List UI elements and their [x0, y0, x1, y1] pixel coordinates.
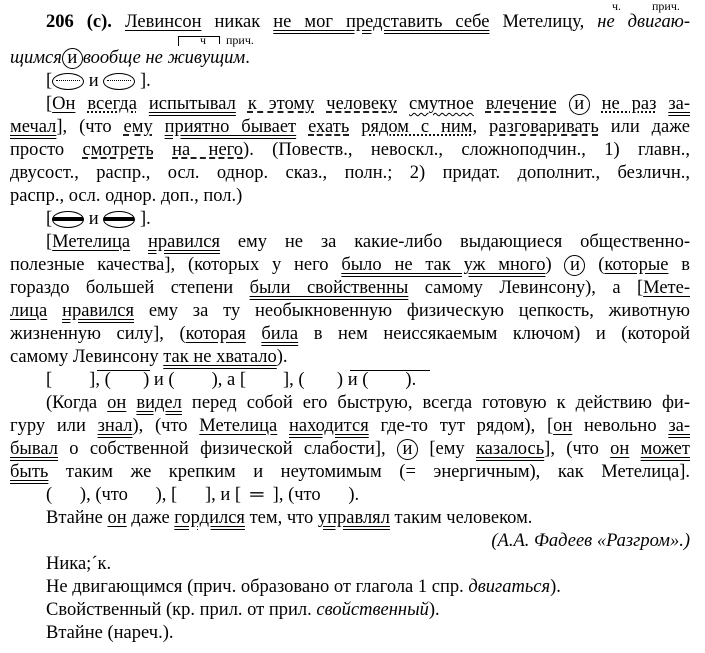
text-segment — [590, 94, 602, 114]
text-segment — [397, 94, 409, 114]
text-segment — [154, 140, 172, 160]
text-segment: вообще не живущим — [82, 48, 246, 68]
text-segment: [ — [46, 94, 53, 114]
text-segment: ( ), (что ), [ ], и [ ═ ], (что ). — [46, 485, 360, 505]
text-segment: свойственный — [316, 600, 429, 620]
text-segment: таким человеком. — [389, 508, 533, 528]
circled-conjunction: и — [569, 94, 590, 115]
circled-conjunction: и — [397, 439, 418, 460]
scheme-oval-icon — [52, 211, 84, 228]
text-segment: Ника;´к. — [46, 554, 112, 574]
text-line — [10, 254, 690, 277]
text-segment — [130, 232, 148, 252]
text-segment: жизненную силу], ( — [10, 324, 186, 344]
text-segment: [ ], ( ) и ( ), а [ ], ( ) и ( ). — [46, 370, 417, 390]
text-segment: нравился — [62, 301, 135, 321]
annotation-label: прич. — [226, 33, 254, 47]
text-segment: щимся — [10, 48, 62, 68]
text-segment — [236, 94, 248, 114]
text-segment: лица — [10, 301, 48, 321]
text-segment: Втайне (нареч.). — [46, 623, 174, 643]
text-segment: 206 (с). — [46, 12, 112, 32]
text-segment: было не так уж много — [341, 255, 546, 275]
text-segment — [126, 393, 136, 413]
text-segment: Не двигающимся (прич. образовано от глагола 1 спр. — [46, 577, 469, 597]
text-segment — [47, 301, 62, 321]
text-segment — [474, 94, 486, 114]
text-segment: казалось — [475, 439, 545, 459]
text-segment: он — [610, 439, 630, 459]
text-segment: Свойственный (кр. прил. от прил. — [46, 600, 317, 620]
text-line — [10, 530, 690, 553]
text-segment: всегда — [87, 94, 137, 114]
text-segment: знал — [97, 416, 133, 436]
text-segment: ему — [123, 117, 153, 137]
text-line — [46, 231, 690, 254]
scheme-arrow — [178, 36, 220, 37]
text-segment: влечение — [485, 94, 557, 114]
text-segment — [296, 117, 308, 137]
text-segment — [656, 94, 668, 114]
text-segment: ) — [545, 255, 565, 275]
text-segment: Метелица — [52, 232, 131, 252]
text-segment: за- — [668, 94, 691, 114]
text-segment: самому Левинсону — [10, 347, 164, 367]
text-line — [46, 553, 690, 576]
text-line — [10, 461, 690, 484]
text-segment: ему не за какие-либо выдающиеся общественно- — [219, 232, 690, 252]
text-segment: тем, что — [244, 508, 318, 528]
text-segment: которая — [185, 324, 246, 344]
text-segment: видел — [136, 393, 182, 413]
text-line — [10, 415, 690, 438]
text-line — [10, 438, 690, 461]
text-line — [46, 70, 690, 93]
text-segment: быть — [10, 462, 49, 482]
annotation-label: ч — [200, 33, 207, 47]
text-segment: разговаривать — [489, 117, 599, 137]
text-segment: он — [107, 393, 127, 413]
text-segment: в — [668, 255, 690, 275]
text-line — [10, 300, 690, 323]
text-segment: не мог представить себе — [273, 12, 490, 32]
text-line — [46, 369, 690, 392]
text-segment: никак — [201, 12, 274, 32]
text-segment: (А.А. Фадеев «Разгром».) — [491, 531, 690, 551]
text-line — [46, 507, 690, 530]
text-segment: гуру или — [10, 416, 98, 436]
text-line — [46, 622, 690, 645]
text-line — [46, 11, 690, 34]
text-segment — [112, 12, 125, 32]
text-segment — [277, 416, 289, 436]
text-segment: испытывал — [148, 94, 236, 114]
text-segment: были свойственны — [249, 278, 409, 298]
text-segment: [ — [46, 232, 53, 252]
text-segment: приятно бывает — [164, 117, 297, 137]
text-segment: за- — [668, 416, 690, 436]
text-segment: таким же крепким и неутомимым (= энергичным), как Метелица]. — [48, 462, 690, 482]
text-line — [10, 185, 690, 208]
text-line — [10, 139, 690, 162]
text-segment: может — [640, 439, 690, 459]
text-segment: ему за ту необыкновенную физическую цепкость, животную — [134, 301, 690, 321]
text-segment: Он — [52, 94, 76, 114]
scheme-oval-icon — [52, 73, 84, 90]
text-line — [10, 346, 690, 369]
text-segment: ехать — [308, 117, 350, 137]
text-segment: не двигаю- — [597, 12, 690, 32]
text-segment: смутное — [409, 94, 474, 114]
scheme-arrow — [178, 36, 179, 46]
text-segment: гораздо большей степени — [10, 278, 250, 298]
text-segment: рядом с ним — [361, 117, 473, 137]
text-segment: не раз — [601, 94, 657, 114]
text-segment: в нем неиссякаемым ключом) и (которой — [298, 324, 691, 344]
text-segment: так не хватало — [163, 347, 277, 367]
annotation-label: ч. — [612, 0, 622, 13]
text-segment — [75, 94, 87, 114]
text-segment: ), (что — [132, 416, 200, 436]
text-segment: даже — [126, 508, 175, 528]
text-line — [10, 323, 690, 346]
text-segment: [ — [46, 71, 53, 91]
text-segment — [629, 439, 640, 459]
circled-conjunction: и — [62, 48, 83, 69]
text-segment: ). — [276, 347, 288, 367]
text-segment: или даже — [598, 117, 691, 137]
text-line — [46, 208, 690, 231]
text-segment: и — [84, 209, 104, 229]
text-segment: человеку — [326, 94, 398, 114]
text-segment: [ — [46, 209, 53, 229]
text-segment: била — [261, 324, 299, 344]
text-segment: (Когда — [46, 393, 108, 413]
text-line — [46, 599, 690, 622]
text-segment: Втайне — [46, 508, 108, 528]
text-segment: самому Левинсону), а [ — [408, 278, 644, 298]
text-segment: , — [472, 117, 490, 137]
text-segment: Метелицу, — [489, 12, 598, 32]
text-segment — [314, 94, 326, 114]
text-segment: бывал — [10, 439, 58, 459]
circled-conjunction: и — [564, 255, 585, 276]
scheme-oval-icon — [103, 211, 135, 228]
text-segment: невольно — [572, 416, 669, 436]
text-segment: Левинсон — [124, 12, 202, 32]
text-segment: находится — [289, 416, 369, 436]
text-segment: смотреть — [82, 140, 154, 160]
text-segment: ( — [585, 255, 605, 275]
text-segment: ). — [550, 577, 561, 597]
text-line — [10, 162, 690, 185]
text-line — [10, 277, 690, 300]
text-line — [46, 93, 690, 116]
text-segment: ], (что — [56, 117, 124, 137]
text-segment: Мете- — [643, 278, 690, 298]
text-segment: которые — [604, 255, 669, 275]
scheme-oval-icon — [103, 73, 135, 90]
text-segment: и — [84, 71, 104, 91]
text-line — [46, 392, 690, 415]
text-segment — [153, 117, 165, 137]
text-segment — [137, 94, 149, 114]
text-line — [46, 484, 690, 507]
text-line — [10, 116, 690, 139]
text-segment: ]. — [135, 71, 151, 91]
text-segment: на него — [172, 140, 244, 160]
text-segment: ]. — [135, 209, 151, 229]
text-segment — [349, 117, 361, 137]
text-segment: к этому — [247, 94, 315, 114]
text-segment: двусост., распр., осл. однор. сказ., полн.; 2) придат. дополнит., безличн., — [10, 163, 690, 183]
text-segment: о собственной физической слабости], — [57, 439, 397, 459]
text-segment: ). — [428, 600, 440, 620]
text-segment: распр., осл. однор. доп., пол.) — [10, 186, 243, 206]
text-segment: он — [107, 508, 127, 528]
text-segment: управлял — [317, 508, 390, 528]
text-segment: Метелица — [199, 416, 278, 436]
text-segment: перед собой его быструю, всегда готовую к действию фи- — [181, 393, 690, 413]
scheme-arrow — [219, 36, 220, 44]
text-segment: полезные качества], (которых у него — [10, 255, 342, 275]
text-segment: [ему — [418, 439, 476, 459]
text-segment: где-то тут рядом), [ — [368, 416, 554, 436]
text-segment: просто — [10, 140, 83, 160]
text-segment: гордился — [174, 508, 245, 528]
text-segment: мечал — [10, 117, 57, 137]
text-segment — [246, 324, 262, 344]
annotation-label: прич. — [652, 0, 680, 13]
text-segment: двигаться — [468, 577, 551, 597]
text-line — [10, 47, 690, 70]
text-segment: нравился — [148, 232, 220, 252]
text-segment: . — [245, 48, 250, 68]
text-segment: ). (Повеств., невоскл., сложноподчин., 1) главн., — [243, 140, 690, 160]
text-segment: ], (что — [544, 439, 611, 459]
text-segment: он — [553, 416, 573, 436]
text-line — [46, 576, 690, 599]
text-segment — [557, 94, 569, 114]
